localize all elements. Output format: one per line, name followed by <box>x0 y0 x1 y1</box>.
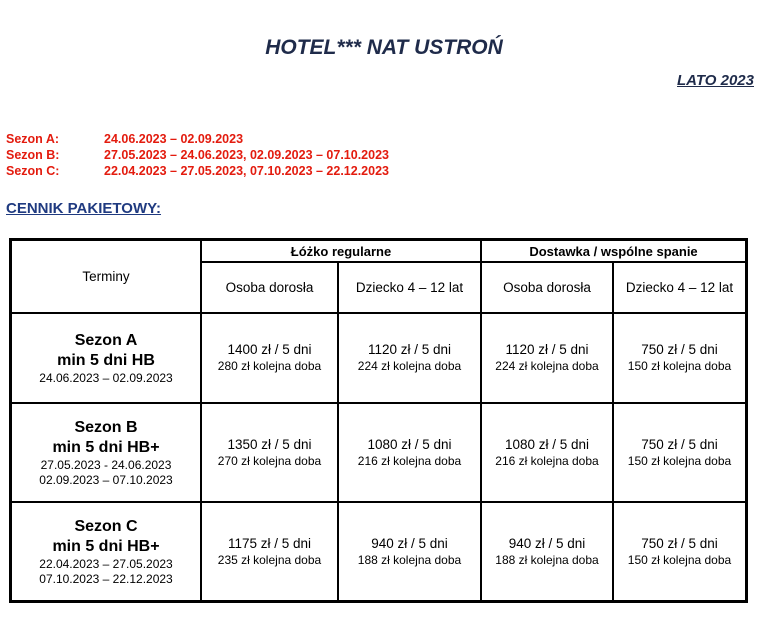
season-cell <box>11 502 201 601</box>
table-row <box>11 403 746 502</box>
season-label: LATO 2023 <box>677 72 754 89</box>
price-main: 1175 zł / 5 dni <box>227 535 312 551</box>
price-cell <box>201 403 338 502</box>
price-main: 750 zł / 5 dni <box>641 535 718 551</box>
price-main: 940 zł / 5 dni <box>508 535 586 551</box>
price-main: 750 zł / 5 dni <box>641 342 718 357</box>
price-main: 1400 zł / 5 dni <box>227 342 312 357</box>
price-main: 1080 zł / 5 dni <box>367 436 452 452</box>
page-title: HOTEL*** NAT USTROŃ <box>265 36 503 59</box>
price-next-day: 150 zł kolejna doba <box>627 552 732 567</box>
price-next-day: 216 zł kolejna doba <box>357 453 462 468</box>
price-cell <box>201 502 338 601</box>
table-row <box>11 313 746 403</box>
season-dates: 24.06.2023 – 02.09.2023 <box>104 132 244 146</box>
subheader-child: Dziecko 4 – 12 lat <box>613 262 746 313</box>
season-row <box>6 131 389 147</box>
price-main: 1120 zł / 5 dni <box>505 342 589 357</box>
price-next-day: 270 zł kolejna doba <box>217 453 322 468</box>
season-cell-name: Sezon B <box>74 418 138 436</box>
price-next-day: 150 zł kolejna doba <box>627 453 732 468</box>
season-cell-package: min 5 dni HB <box>57 351 155 369</box>
price-main: 1080 zł / 5 dni <box>504 436 590 452</box>
season-cell-package: min 5 dni HB+ <box>52 537 160 555</box>
price-cell <box>201 313 338 403</box>
season-name: Sezon B: <box>6 148 60 162</box>
price-next-day: 188 zł kolejna doba <box>357 552 462 567</box>
season-cell-dates: 24.06.2023 – 02.09.2023 <box>39 370 173 385</box>
season-cell-name: Sezon C <box>74 517 138 535</box>
season-dates: 27.05.2023 – 24.06.2023, 02.09.2023 – 07.10.2023 <box>104 148 389 162</box>
price-cell <box>338 502 481 601</box>
price-main: 1350 zł / 5 dni <box>227 436 312 452</box>
season-cell-package: min 5 dni HB+ <box>52 438 160 456</box>
price-cell <box>613 403 746 502</box>
subheader-adult: Osoba dorosła <box>201 262 338 313</box>
subheader-child: Dziecko 4 – 12 lat <box>338 262 481 313</box>
price-cell <box>481 403 613 502</box>
table-row <box>11 502 746 601</box>
price-cell <box>338 313 481 403</box>
price-table <box>9 238 748 603</box>
section-title: CENNIK PAKIETOWY: <box>6 200 162 217</box>
price-main: 750 zł / 5 dni <box>641 436 718 452</box>
season-name: Sezon C: <box>6 164 60 178</box>
season-list <box>6 131 389 179</box>
season-cell-dates: 27.05.2023 - 24.06.2023 <box>40 457 172 472</box>
season-cell-name: Sezon A <box>74 331 138 349</box>
price-next-day: 224 zł kolejna doba <box>495 359 599 373</box>
price-next-day: 235 zł kolejna doba <box>217 552 322 567</box>
price-cell <box>481 502 613 601</box>
group-header-row <box>11 240 746 262</box>
season-cell-dates: 22.04.2023 – 27.05.2023 <box>39 556 173 571</box>
season-cell-dates: 07.10.2023 – 22.12.2023 <box>39 571 173 586</box>
price-main: 1120 zł / 5 dni <box>367 342 452 357</box>
season-cell <box>11 313 201 403</box>
price-cell <box>613 502 746 601</box>
price-cell <box>338 403 481 502</box>
price-next-day: 150 zł kolejna doba <box>627 359 732 373</box>
season-cell-dates: 02.09.2023 – 07.10.2023 <box>39 472 173 487</box>
price-next-day: 188 zł kolejna doba <box>495 552 599 567</box>
season-cell <box>11 403 201 502</box>
season-name: Sezon A: <box>6 132 60 146</box>
price-next-day: 280 zł kolejna doba <box>217 359 322 373</box>
subheader-adult: Osoba dorosła <box>481 262 613 313</box>
price-cell <box>481 313 613 403</box>
season-row <box>6 147 389 163</box>
season-dates: 22.04.2023 – 27.05.2023, 07.10.2023 – 22.12.2023 <box>104 164 389 178</box>
season-row <box>6 163 389 179</box>
group-header-extra-bed: Dostawka / wspólne spanie <box>481 240 746 262</box>
group-header-bed: Łóżko regularne <box>201 240 481 262</box>
price-main: 940 zł / 5 dni <box>371 535 448 551</box>
price-next-day: 224 zł kolejna doba <box>357 359 462 373</box>
price-cell <box>613 313 746 403</box>
terms-header: Terminy <box>11 240 201 313</box>
price-next-day: 216 zł kolejna doba <box>495 453 599 468</box>
